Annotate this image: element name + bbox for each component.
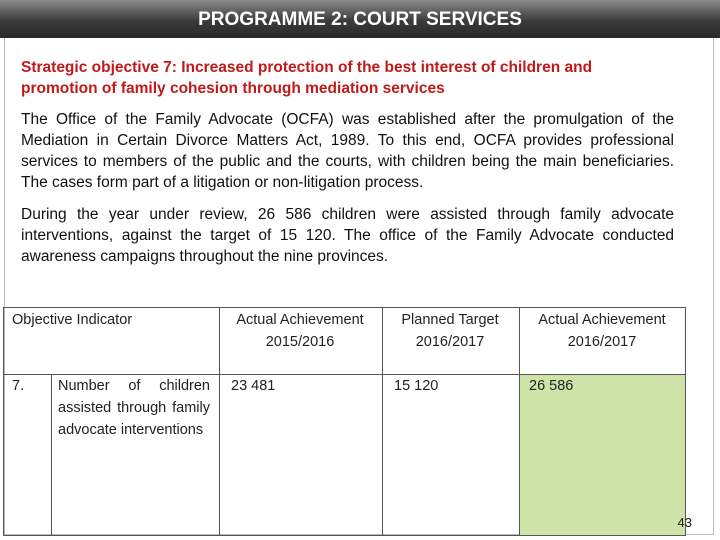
page-number: 43 <box>677 515 692 530</box>
number-column-divider <box>51 374 52 535</box>
row-planned-2016-2017: 15 120 <box>394 378 439 394</box>
paragraph-ocfa: The Office of the Family Advocate (OCFA) was established after the promulgation of the Mediation in Certain Divorce Matters Act, 1989. To this end, OCFA provides professional services to members of the public and the courts, with children being the main beneficiaries. The cases form part of a litigation or non-litigation process. <box>21 111 674 191</box>
row-actual-2015-2016: 23 481 <box>231 378 276 394</box>
header-objective-indicator: Objective Indicator <box>12 312 133 328</box>
page-title: PROGRAMME 2: COURT SERVICES <box>198 9 522 30</box>
table-top-border <box>3 307 686 308</box>
table-left-border <box>3 307 4 536</box>
paragraph-year-review: During the year under review, 26 586 children were assisted through family advocate interventions, against the target of 15 120. The office of the Family Advocate conducted awareness campaigns throughout the nine provinces. <box>21 206 674 265</box>
row-number: 7. <box>12 378 25 394</box>
planned-column-divider <box>519 307 520 536</box>
table-bottom-border <box>3 535 686 536</box>
row-indicator: Number of children assisted through family advocate interventions <box>58 378 210 438</box>
prev-actual-column-divider <box>382 307 383 536</box>
header-planned-2016-2017: Planned Target 2016/2017 <box>401 312 499 350</box>
strategic-objective: Strategic objective 7: Increased protection of the best interest of children and promotion of family cohesion through mediation services <box>21 59 593 97</box>
actual-current-highlight <box>519 375 685 535</box>
page-header <box>0 0 720 38</box>
table-right-border <box>685 307 686 536</box>
header-actual-2015-2016: Actual Achievement 2015/2016 <box>236 312 364 350</box>
header-actual-2016-2017: Actual Achievement 2016/2017 <box>538 312 666 350</box>
row-actual-2016-2017: 26 586 <box>529 378 574 394</box>
indicator-column-divider <box>219 307 220 536</box>
indicator-table <box>3 307 686 536</box>
